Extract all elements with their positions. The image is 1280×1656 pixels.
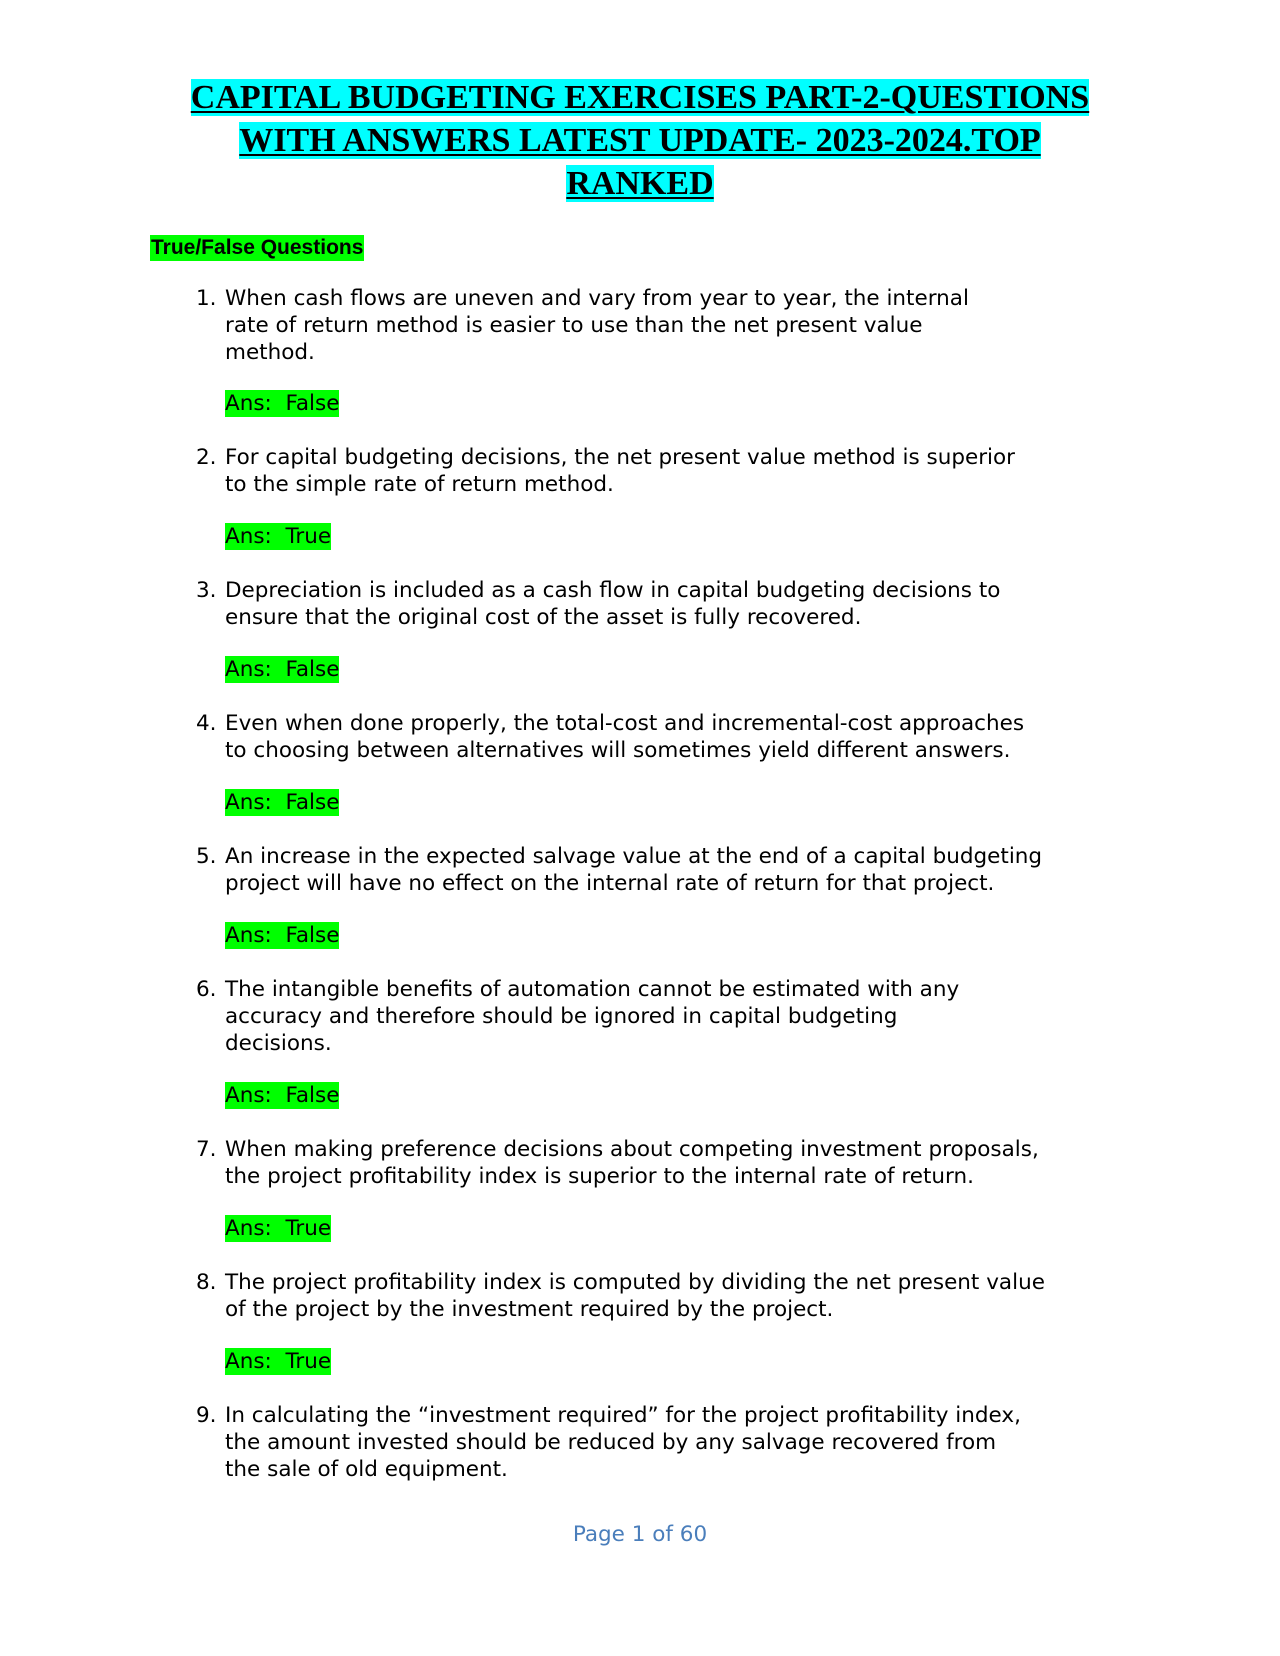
question-line: An increase in the expected salvage value at the end of a capital budgeting [225,844,1043,869]
question-number: 1. [196,286,217,311]
question-text [225,1402,1126,1483]
question-line: When making preference decisions about competing investment proposals, [225,1137,1039,1162]
answer-5: Ans: False [225,923,340,948]
section-heading: True/False Questions [151,236,364,259]
question-3 [196,577,1126,631]
question-number: 2. [196,445,217,470]
answer-3: Ans: False [225,657,340,682]
question-number: 7. [196,1137,217,1162]
answer-1: Ans: False [225,391,340,416]
answer-4: Ans: False [225,790,340,815]
question-line: the sale of old equipment. [225,1457,508,1482]
question-number: 5. [196,844,217,869]
question-line: The intangible benefits of automation cannot be estimated with any [225,977,960,1002]
question-line: project will have no effect on the internal rate of return for that project. [225,871,995,896]
answer-2: Ans: True [225,524,332,549]
answer-8: Ans: True [225,1349,332,1374]
question-line: of the project by the investment required by the project. [225,1297,834,1322]
question-text [225,285,1126,366]
question-line: the amount invested should be reduced by any salvage recovered from [225,1430,997,1455]
question-6 [196,976,1126,1057]
question-text [225,1269,1126,1323]
answer-7: Ans: True [225,1216,332,1241]
question-4 [196,710,1126,764]
question-line: to choosing between alternatives will sometimes yield different answers. [225,738,1011,763]
question-5 [196,843,1126,897]
question-7 [196,1136,1126,1190]
question-line: The project profitability index is computed by dividing the net present value [225,1270,1045,1295]
question-line: For capital budgeting decisions, the net present value method is superior [225,445,1015,470]
question-line: In calculating the “investment required” for the project profitability index, [225,1403,1021,1428]
question-line: to the simple rate of return method. [225,472,614,497]
question-2 [196,444,1126,498]
question-text [225,843,1126,897]
question-text [225,976,1126,1057]
question-number: 8. [196,1270,217,1295]
question-8 [196,1269,1126,1323]
question-text [225,577,1126,631]
question-text [225,1136,1126,1190]
question-line: the project profitability index is superior to the internal rate of return. [225,1164,974,1189]
question-9 [196,1402,1126,1483]
question-line: ensure that the original cost of the asset is fully recovered. [225,605,862,630]
question-line: method. [225,340,315,365]
question-line: decisions. [225,1031,332,1056]
title-line-1-text: CAPITAL BUDGETING EXERCISES PART-2-QUESTIONS [190,79,1090,116]
question-line: Even when done properly, the total-cost and incremental-cost approaches [225,711,1025,736]
question-number: 9. [196,1403,217,1428]
question-number: 6. [196,977,217,1002]
answer-6: Ans: False [225,1083,340,1108]
question-line: Depreciation is included as a cash flow in capital budgeting decisions to [225,578,1001,603]
question-number: 4. [196,711,217,736]
question-text [225,444,1126,498]
question-line: When cash flows are uneven and vary from year to year, the internal [225,286,969,311]
question-text [225,710,1126,764]
page-number-footer: Page 1 of 60 [572,1522,708,1547]
question-number: 3. [196,578,217,603]
question-1 [196,285,1126,366]
title-line-2-text: WITH ANSWERS LATEST UPDATE- 2023-2024.TOP [239,122,1041,159]
question-line: accuracy and therefore should be ignored in capital budgeting [225,1004,898,1029]
title-line-3-text: RANKED [566,165,714,202]
question-line: rate of return method is easier to use than the net present value [225,313,923,338]
